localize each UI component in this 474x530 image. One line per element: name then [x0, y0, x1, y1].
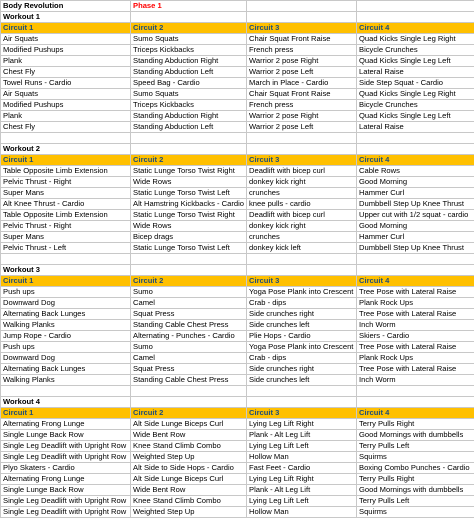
circuit-2-header[interactable]: Circuit 2 [131, 408, 247, 419]
exercise-cell[interactable]: Squirms [357, 507, 474, 518]
workout-name[interactable]: Workout 1 [1, 12, 131, 23]
exercise-cell[interactable]: Wide Bent Row [131, 485, 247, 496]
exercise-cell[interactable]: Alt Side Lunge Biceps Curl [131, 474, 247, 485]
exercise-row [1, 507, 474, 518]
exercise-cell[interactable]: Plyo Skaters - Cardio [1, 463, 131, 474]
exercise-cell[interactable]: Static Lunge Torso Twist Left [131, 243, 247, 254]
empty-cell[interactable] [1, 133, 131, 144]
circuit-3-header[interactable]: Circuit 3 [247, 408, 357, 419]
empty-cell[interactable] [1, 386, 131, 397]
exercise-row [1, 298, 474, 309]
exercise-cell[interactable]: Air Squats [1, 34, 131, 45]
empty-cell[interactable] [247, 397, 357, 408]
exercise-cell[interactable]: Wide Rows [131, 177, 247, 188]
exercise-cell[interactable]: Deadlift with bicep curl [247, 166, 357, 177]
blank-row [1, 254, 474, 265]
exercise-cell[interactable]: Alt Hamstring Kickbacks - Cardio [131, 199, 247, 210]
exercise-row [1, 430, 474, 441]
circuit-4-header[interactable]: Circuit 4 [357, 276, 474, 287]
exercise-cell[interactable]: Fast Feet - Cardio [247, 463, 357, 474]
exercise-cell[interactable]: Terry Pulls Left [357, 496, 474, 507]
exercise-cell[interactable]: Dumbbell Step Up Knee Thrust [357, 243, 474, 254]
exercise-row [1, 45, 474, 56]
exercise-cell[interactable]: Static Lunge Torso Twist Left [131, 188, 247, 199]
exercise-cell[interactable]: Sumo [131, 287, 247, 298]
exercise-row [1, 320, 474, 331]
exercise-cell[interactable]: donkey kick right [247, 177, 357, 188]
exercise-row [1, 122, 474, 133]
exercise-row [1, 485, 474, 496]
circuit-1-header[interactable]: Circuit 1 [1, 23, 131, 34]
empty-cell[interactable] [247, 1, 357, 12]
exercise-row [1, 331, 474, 342]
exercise-cell[interactable]: Knee Stand Climb Combo [131, 496, 247, 507]
exercise-cell[interactable]: Chest Fly [1, 67, 131, 78]
exercise-row [1, 243, 474, 254]
exercise-cell[interactable]: Tree Pose with Lateral Raise [357, 309, 474, 320]
empty-cell[interactable] [131, 265, 247, 276]
blank-row [1, 133, 474, 144]
exercise-cell[interactable]: Side Step Squat - Cardio [357, 78, 474, 89]
exercise-cell[interactable]: Cable Rows [357, 166, 474, 177]
empty-cell[interactable] [357, 133, 474, 144]
exercise-cell[interactable]: Push ups [1, 287, 131, 298]
circuit-3-header[interactable]: Circuit 3 [247, 276, 357, 287]
workout-heading-row [1, 12, 474, 23]
exercise-cell[interactable]: Squat Press [131, 309, 247, 320]
exercise-cell[interactable]: Boxing Combo Punches - Cardio [357, 463, 474, 474]
exercise-cell[interactable]: Alternating Back Lunges [1, 309, 131, 320]
exercise-cell[interactable]: Camel [131, 353, 247, 364]
exercise-cell[interactable]: Hollow Man [247, 452, 357, 463]
phase-label[interactable]: Phase 1 [131, 1, 247, 12]
exercise-cell[interactable]: Weighted Step Up [131, 452, 247, 463]
exercise-cell[interactable]: Modified Pushups [1, 45, 131, 56]
exercise-cell[interactable]: Walking Planks [1, 320, 131, 331]
exercise-cell[interactable]: Upper cut with 1/2 squat - cardio [357, 210, 474, 221]
exercise-cell[interactable]: crunches [247, 188, 357, 199]
exercise-cell[interactable]: Single Lunge Back Row [1, 485, 131, 496]
exercise-cell[interactable]: Downward Dog [1, 298, 131, 309]
circuit-2-header[interactable]: Circuit 2 [131, 23, 247, 34]
exercise-cell[interactable]: Table Opposite Limb Extension [1, 210, 131, 221]
exercise-cell[interactable]: Pelvic Thrust - Right [1, 177, 131, 188]
exercise-cell[interactable]: Quad Kicks Single Leg Left [357, 111, 474, 122]
exercise-cell[interactable]: Good Mornings with dumbbells [357, 485, 474, 496]
circuit-3-header[interactable]: Circuit 3 [247, 23, 357, 34]
exercise-row [1, 287, 474, 298]
exercise-row [1, 67, 474, 78]
exercise-cell[interactable]: Crab - dips [247, 298, 357, 309]
circuit-1-header[interactable]: Circuit 1 [1, 276, 131, 287]
exercise-row [1, 496, 474, 507]
exercise-cell[interactable]: Lateral Raise [357, 67, 474, 78]
circuit-header-row [1, 23, 474, 34]
exercise-cell[interactable]: Air Squats [1, 89, 131, 100]
empty-cell[interactable] [247, 144, 357, 155]
exercise-cell[interactable]: Hollow Man [247, 507, 357, 518]
exercise-cell[interactable]: Squirms [357, 452, 474, 463]
exercise-cell[interactable]: Pelvic Thrust - Right [1, 221, 131, 232]
exercise-cell[interactable]: Weighted Step Up [131, 507, 247, 518]
exercise-row [1, 342, 474, 353]
exercise-row [1, 463, 474, 474]
empty-cell[interactable] [357, 386, 474, 397]
exercise-cell[interactable]: Side crunches left [247, 375, 357, 386]
exercise-cell[interactable]: Sumo Squats [131, 34, 247, 45]
exercise-row [1, 419, 474, 430]
exercise-cell[interactable]: Standing Abduction Right [131, 56, 247, 67]
exercise-cell[interactable]: Sumo Squats [131, 89, 247, 100]
exercise-cell[interactable]: Good Morning [357, 177, 474, 188]
exercise-cell[interactable]: Side crunches right [247, 309, 357, 320]
exercise-cell[interactable]: Plank - Alt Leg Lift [247, 430, 357, 441]
exercise-cell[interactable]: Walking Planks [1, 375, 131, 386]
blank-row [1, 386, 474, 397]
exercise-cell[interactable]: Side crunches right [247, 364, 357, 375]
exercise-cell[interactable]: Plank [1, 111, 131, 122]
exercise-row [1, 452, 474, 463]
exercise-row [1, 188, 474, 199]
exercise-cell[interactable]: Knee Stand Climb Combo [131, 441, 247, 452]
exercise-cell[interactable]: Squat Press [131, 364, 247, 375]
exercise-cell[interactable]: Good Mornings with dumbbells [357, 430, 474, 441]
exercise-cell[interactable]: Bicycle Crunches [357, 100, 474, 111]
exercise-cell[interactable]: Standing Cable Chest Press [131, 320, 247, 331]
workout-heading-row [1, 397, 474, 408]
exercise-cell[interactable]: Terry Pulls Left [357, 441, 474, 452]
circuit-4-header[interactable]: Circuit 4 [357, 23, 474, 34]
exercise-cell[interactable]: Hammer Curl [357, 188, 474, 199]
exercise-cell[interactable]: Bicep drags [131, 232, 247, 243]
exercise-row [1, 375, 474, 386]
exercise-cell[interactable]: donkey kick left [247, 243, 357, 254]
exercise-cell[interactable]: Bicycle Crunches [357, 45, 474, 56]
exercise-cell[interactable]: March in Place - Cardio [247, 78, 357, 89]
exercise-cell[interactable]: Single Lunge Back Row [1, 430, 131, 441]
exercise-cell[interactable]: Deadlift with bicep curl [247, 210, 357, 221]
exercise-cell[interactable]: Tree Pose with Lateral Raise [357, 364, 474, 375]
exercise-cell[interactable]: Standing Abduction Left [131, 67, 247, 78]
circuit-2-header[interactable]: Circuit 2 [131, 155, 247, 166]
exercise-cell[interactable]: Plank - Alt Leg Lift [247, 485, 357, 496]
exercise-cell[interactable]: Speed Bag - Cardio [131, 78, 247, 89]
exercise-cell[interactable]: Tree Pose with Lateral Raise [357, 287, 474, 298]
exercise-cell[interactable]: Inch Worm [357, 375, 474, 386]
empty-cell[interactable] [131, 397, 247, 408]
exercise-cell[interactable]: Chair Squat Front Raise [247, 89, 357, 100]
spreadsheet-body [1, 1, 474, 518]
exercise-cell[interactable]: Warrior 2 pose Right [247, 56, 357, 67]
exercise-cell[interactable]: Warrior 2 pose Left [247, 122, 357, 133]
exercise-cell[interactable]: Quad Kicks Single Leg Right [357, 34, 474, 45]
exercise-cell[interactable]: Lying Leg Lift Right [247, 419, 357, 430]
workout-heading-row [1, 265, 474, 276]
exercise-row [1, 364, 474, 375]
exercise-cell[interactable]: Wide Rows [131, 221, 247, 232]
circuit-1-header[interactable]: Circuit 1 [1, 408, 131, 419]
exercise-cell[interactable]: Super Mans [1, 188, 131, 199]
exercise-cell[interactable]: Alt Knee Thrust - Cardio [1, 199, 131, 210]
exercise-cell[interactable]: donkey kick right [247, 221, 357, 232]
exercise-cell[interactable]: Yoga Pose Plank into Crescent [247, 342, 357, 353]
exercise-cell[interactable]: Downward Dog [1, 353, 131, 364]
exercise-row [1, 199, 474, 210]
sheet-title[interactable]: Body Revolution [1, 1, 131, 12]
exercise-cell[interactable]: Single Leg Deadlift with Upright Row [1, 452, 131, 463]
exercise-cell[interactable]: Terry Pulls Right [357, 419, 474, 430]
exercise-row [1, 111, 474, 122]
exercise-cell[interactable]: Warrior 2 pose Right [247, 111, 357, 122]
circuit-1-header[interactable]: Circuit 1 [1, 155, 131, 166]
empty-cell[interactable] [357, 1, 474, 12]
exercise-cell[interactable]: Tree Pose with Lateral Raise [357, 342, 474, 353]
empty-cell[interactable] [1, 254, 131, 265]
exercise-row [1, 78, 474, 89]
exercise-cell[interactable]: French press [247, 45, 357, 56]
exercise-cell[interactable]: Plank Rock Ups [357, 298, 474, 309]
empty-cell[interactable] [131, 144, 247, 155]
empty-cell[interactable] [357, 144, 474, 155]
exercise-cell[interactable]: crunches [247, 232, 357, 243]
exercise-row [1, 34, 474, 45]
exercise-cell[interactable]: Super Mans [1, 232, 131, 243]
exercise-cell[interactable]: Table Opposite Limb Extension [1, 166, 131, 177]
exercise-cell[interactable]: Jump Rope - Cardio [1, 331, 131, 342]
exercise-row [1, 353, 474, 364]
circuit-header-row [1, 155, 474, 166]
exercise-cell[interactable]: Camel [131, 298, 247, 309]
workout-heading-row [1, 144, 474, 155]
circuit-4-header[interactable]: Circuit 4 [357, 408, 474, 419]
exercise-cell[interactable]: knee pulls - cardio [247, 199, 357, 210]
workout-name[interactable]: Workout 4 [1, 397, 131, 408]
exercise-cell[interactable]: Plank [1, 56, 131, 67]
exercise-row [1, 441, 474, 452]
exercise-cell[interactable]: Single Leg Deadlift with Upright Row [1, 441, 131, 452]
exercise-cell[interactable]: Single Leg Deadlift with Upright Row [1, 507, 131, 518]
empty-cell[interactable] [247, 386, 357, 397]
empty-cell[interactable] [357, 265, 474, 276]
empty-cell[interactable] [131, 254, 247, 265]
exercise-cell[interactable]: Hammer Curl [357, 232, 474, 243]
empty-cell[interactable] [357, 254, 474, 265]
workout-name[interactable]: Workout 2 [1, 144, 131, 155]
circuit-header-row [1, 276, 474, 287]
empty-cell[interactable] [131, 12, 247, 23]
exercise-cell[interactable]: Dumbbell Step Up Knee Thrust [357, 199, 474, 210]
exercise-cell[interactable]: Alternating Back Lunges [1, 364, 131, 375]
empty-cell[interactable] [247, 265, 357, 276]
empty-cell[interactable] [247, 133, 357, 144]
exercise-cell[interactable]: Pelvic Thrust - Left [1, 243, 131, 254]
exercise-cell[interactable]: Static Lunge Torso Twist Right [131, 210, 247, 221]
exercise-row [1, 221, 474, 232]
exercise-cell[interactable]: Quad Kicks Single Leg Left [357, 56, 474, 67]
exercise-cell[interactable]: Wide Bent Row [131, 430, 247, 441]
exercise-row [1, 89, 474, 100]
title-row [1, 1, 474, 12]
exercise-cell[interactable]: Standing Abduction Left [131, 122, 247, 133]
exercise-row [1, 177, 474, 188]
exercise-cell[interactable]: French press [247, 100, 357, 111]
exercise-cell[interactable]: Warrior 2 pose Left [247, 67, 357, 78]
exercise-cell[interactable]: Lying Leg Lift Left [247, 441, 357, 452]
exercise-cell[interactable]: Alt Side Lunge Biceps Curl [131, 419, 247, 430]
exercise-cell[interactable]: Lateral Raise [357, 122, 474, 133]
exercise-cell[interactable]: Standing Abduction Right [131, 111, 247, 122]
exercise-cell[interactable]: Terry Pulls Right [357, 474, 474, 485]
exercise-cell[interactable]: Lying Leg Lift Right [247, 474, 357, 485]
exercise-cell[interactable]: Alternating - Punches - Cardio [131, 331, 247, 342]
exercise-cell[interactable]: Side crunches left [247, 320, 357, 331]
exercise-cell[interactable]: Plank Rock Ups [357, 353, 474, 364]
exercise-row [1, 210, 474, 221]
exercise-cell[interactable]: Alt Side to Side Hops - Cardio [131, 463, 247, 474]
exercise-row [1, 232, 474, 243]
exercise-cell[interactable]: Skiers - Cardio [357, 331, 474, 342]
exercise-cell[interactable]: Inch Worm [357, 320, 474, 331]
exercise-cell[interactable]: Modified Pushups [1, 100, 131, 111]
exercise-cell[interactable]: Lying Leg Lift Left [247, 496, 357, 507]
empty-cell[interactable] [247, 254, 357, 265]
exercise-row [1, 56, 474, 67]
exercise-cell[interactable]: Triceps Kickbacks [131, 100, 247, 111]
exercise-row [1, 474, 474, 485]
empty-cell[interactable] [247, 12, 357, 23]
empty-cell[interactable] [357, 12, 474, 23]
circuit-4-header[interactable]: Circuit 4 [357, 155, 474, 166]
exercise-cell[interactable]: Chair Squat Front Raise [247, 34, 357, 45]
empty-cell[interactable] [131, 133, 247, 144]
exercise-cell[interactable]: Single Leg Deadlift with Upright Row [1, 496, 131, 507]
exercise-row [1, 100, 474, 111]
exercise-cell[interactable]: Towel Runs - Cardio [1, 78, 131, 89]
exercise-cell[interactable]: Plie Hops - Cardio [247, 331, 357, 342]
exercise-cell[interactable]: Triceps Kickbacks [131, 45, 247, 56]
empty-cell[interactable] [357, 397, 474, 408]
circuit-header-row [1, 408, 474, 419]
exercise-cell[interactable]: Crab - dips [247, 353, 357, 364]
circuit-2-header[interactable]: Circuit 2 [131, 276, 247, 287]
exercise-cell[interactable]: Sumo [131, 342, 247, 353]
exercise-cell[interactable]: Standing Cable Chest Press [131, 375, 247, 386]
workout-name[interactable]: Workout 3 [1, 265, 131, 276]
exercise-cell[interactable]: Alternating Frong Lunge [1, 474, 131, 485]
exercise-cell[interactable]: Quad Kicks Single Leg Right [357, 89, 474, 100]
exercise-cell[interactable]: Static Lunge Torso Twist Right [131, 166, 247, 177]
exercise-cell[interactable]: Push ups [1, 342, 131, 353]
exercise-row [1, 309, 474, 320]
circuit-3-header[interactable]: Circuit 3 [247, 155, 357, 166]
exercise-cell[interactable]: Yoga Pose Plank into Crescent [247, 287, 357, 298]
empty-cell[interactable] [131, 386, 247, 397]
exercise-row [1, 166, 474, 177]
exercise-cell[interactable]: Alternating Frong Lunge [1, 419, 131, 430]
exercise-cell[interactable]: Chest Fly [1, 122, 131, 133]
exercise-cell[interactable]: Good Morning [357, 221, 474, 232]
